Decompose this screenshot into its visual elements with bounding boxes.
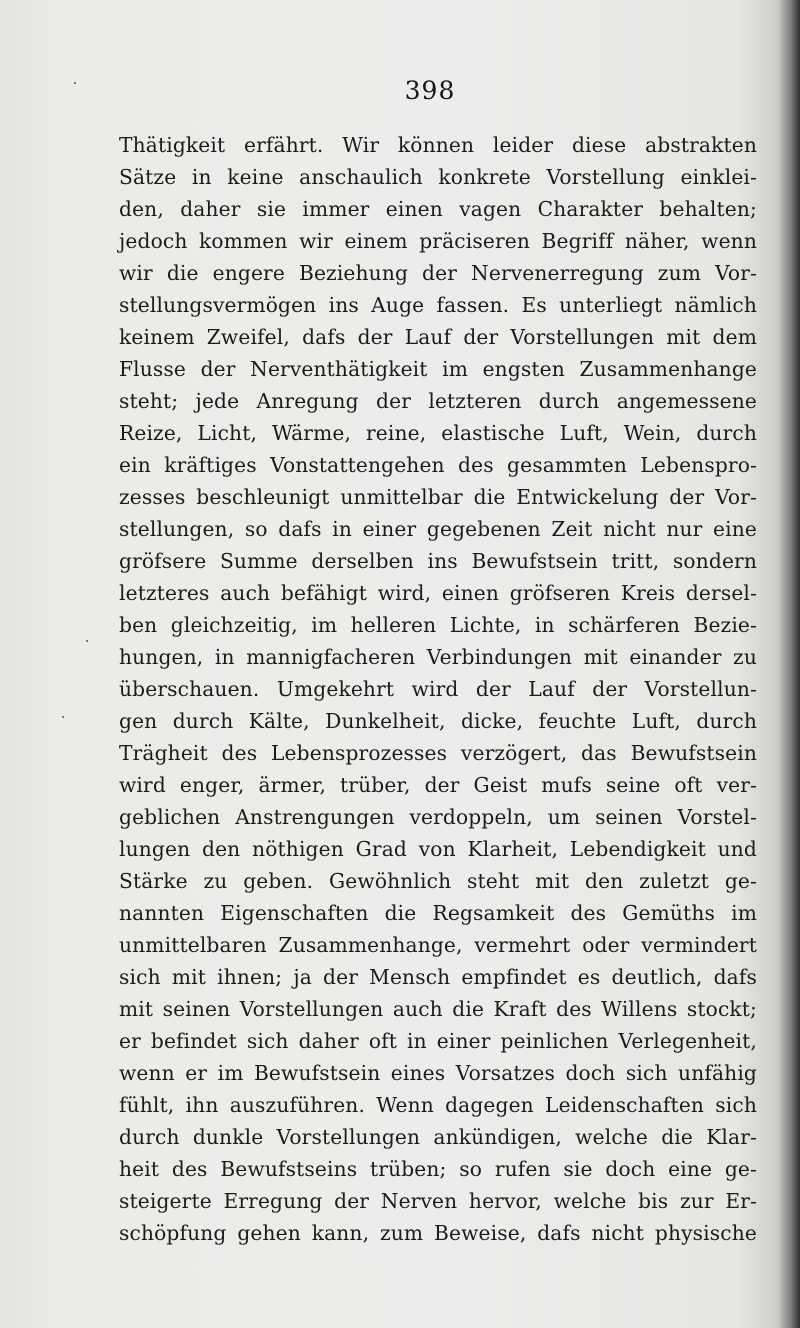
text-line: Flusse der Nerventhätigkeit im engsten Zusammenhange <box>119 357 757 381</box>
text-line: heit des Bewufstseins trüben; so rufen sie doch eine ge- <box>119 1157 757 1181</box>
text-line: lungen den nöthigen Grad von Klarheit, Lebendigkeit und <box>119 837 757 861</box>
text-line: Thätigkeit erfährt. Wir können leider diese abstrakten <box>119 133 757 157</box>
text-line: steigerte Erregung der Nerven hervor, welche bis zur Er- <box>119 1189 757 1213</box>
text-line: gen durch Kälte, Dunkelheit, dicke, feuchte Luft, durch <box>119 709 757 733</box>
text-line: fühlt, ihn auszuführen. Wenn dagegen Leidenschaften sich <box>119 1093 757 1117</box>
text-line: jedoch kommen wir einem präciseren Begriff näher, wenn <box>119 229 757 253</box>
page-edge-shadow <box>778 0 800 1328</box>
page-number: 398 <box>404 76 456 105</box>
text-line: Trägheit des Lebensprozesses verzögert, das Bewufstsein <box>119 741 757 765</box>
text-line: nannten Eigenschaften die Regsamkeit des Gemüths im <box>119 901 757 925</box>
text-line: Sätze in keine anschaulich konkrete Vorstellung einklei- <box>119 165 757 189</box>
text-line: wird enger, ärmer, trüber, der Geist mufs seine oft ver- <box>119 773 757 797</box>
text-line: durch dunkle Vorstellungen ankündigen, welche die Klar- <box>119 1125 757 1149</box>
text-line: letzteres auch befähigt wird, einen gröfseren Kreis dersel- <box>119 581 757 605</box>
text-line: ein kräftiges Vonstattengehen des gesammten Lebenspro- <box>119 453 757 477</box>
text-line: Reize, Licht, Wärme, reine, elastische Luft, Wein, durch <box>119 421 757 445</box>
paper-speck <box>74 82 76 84</box>
text-line: steht; jede Anregung der letzteren durch angemessene <box>119 389 757 413</box>
paper-speck <box>62 716 64 718</box>
body-text <box>119 129 757 1249</box>
text-line: stellungen, so dafs in einer gegebenen Zeit nicht nur eine <box>119 517 757 541</box>
text-line: keinem Zweifel, dafs der Lauf der Vorstellungen mit dem <box>119 325 757 349</box>
text-line: geblichen Anstrengungen verdoppeln, um seinen Vorstel- <box>119 805 757 829</box>
text-line: ben gleichzeitig, im helleren Lichte, in schärferen Bezie- <box>119 613 757 637</box>
text-line: unmittelbaren Zusammenhange, vermehrt oder vermindert <box>119 933 757 957</box>
text-line: den, daher sie immer einen vagen Charakter behalten; <box>119 197 757 221</box>
text-line: stellungsvermögen ins Auge fassen. Es unterliegt nämlich <box>119 293 757 317</box>
text-line: mit seinen Vorstellungen auch die Kraft des Willens stockt; <box>119 997 757 1021</box>
text-line: hungen, in mannigfacheren Verbindungen mit einander zu <box>119 645 757 669</box>
text-line: wenn er im Bewufstsein eines Vorsatzes doch sich unfähig <box>119 1061 757 1085</box>
text-line: schöpfung gehen kann, zum Beweise, dafs nicht physische <box>119 1221 757 1245</box>
text-line: Stärke zu geben. Gewöhnlich steht mit den zuletzt ge- <box>119 869 757 893</box>
text-line: wir die engere Beziehung der Nervenerregung zum Vor- <box>119 261 757 285</box>
text-line: sich mit ihnen; ja der Mensch empfindet es deutlich, dafs <box>119 965 757 989</box>
text-line: überschauen. Umgekehrt wird der Lauf der Vorstellun- <box>119 677 757 701</box>
text-line: zesses beschleunigt unmittelbar die Entwickelung der Vor- <box>119 485 757 509</box>
paper-speck <box>86 640 88 642</box>
text-line: er befindet sich daher oft in einer peinlichen Verlegenheit, <box>119 1029 757 1053</box>
text-line: gröfsere Summe derselben ins Bewufstsein tritt, sondern <box>119 549 757 573</box>
